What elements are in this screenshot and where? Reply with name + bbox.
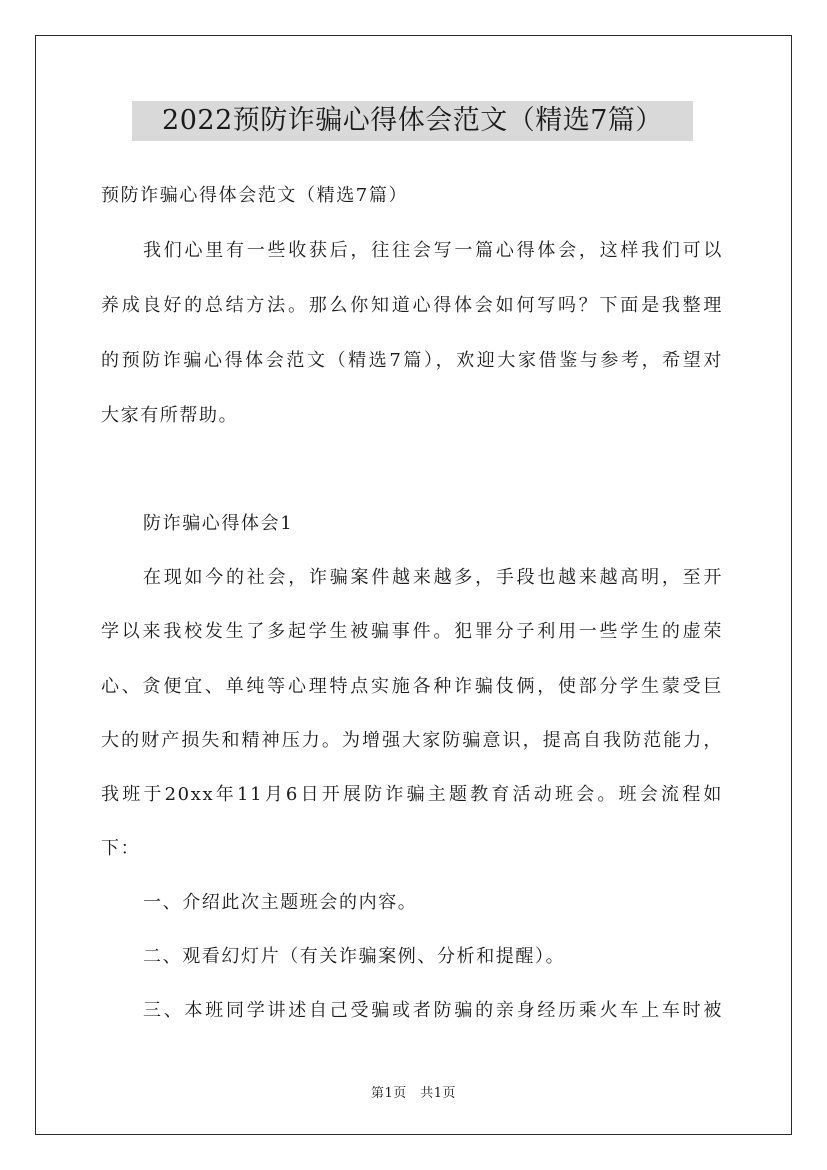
intro-line: 养成良好的总结方法。那么你知道心得体会如何写吗？下面是我整理	[101, 295, 723, 316]
intro-line: 大家有所帮助。	[101, 405, 239, 426]
page-footer: 第1页 共1页	[370, 1086, 457, 1101]
list-item: 一、介绍此次主题班会的内容。	[143, 892, 418, 913]
intro-line: 的预防诈骗心得体会范文（精选7篇），欢迎大家借鉴与参考，希望对	[101, 350, 723, 371]
body-line: 下：	[101, 838, 141, 859]
list-item: 三、本班同学讲述自己受骗或者防骗的亲身经历乘火车上车时被	[143, 1000, 723, 1021]
body-line: 我班于20xx年11月6日开展防诈骗主题教育活动班会。班会流程如	[101, 784, 723, 805]
body-line: 大的财产损失和精神压力。为增强大家防骗意识，提高自我防范能力，	[101, 730, 723, 751]
body-line: 在现如今的社会，诈骗案件越来越多，手段也越来越高明，至开	[143, 567, 723, 588]
section-heading: 防诈骗心得体会1	[143, 513, 294, 534]
list-item: 二、观看幻灯片（有关诈骗案例、分析和提醒）。	[143, 946, 566, 967]
body-line: 学以来我校发生了多起学生被骗事件。犯罪分子利用一些学生的虚荣	[101, 621, 723, 642]
document-title: 2022预防诈骗心得体会范文（精选7篇）	[132, 101, 693, 141]
document-subtitle: 预防诈骗心得体会范文（精选7篇）	[101, 185, 409, 206]
intro-line: 我们心里有一些收获后，往往会写一篇心得体会，这样我们可以	[143, 240, 723, 261]
body-line: 心、贪便宜、单纯等心理特点实施各种诈骗伎俩，使部分学生蒙受巨	[101, 676, 723, 697]
